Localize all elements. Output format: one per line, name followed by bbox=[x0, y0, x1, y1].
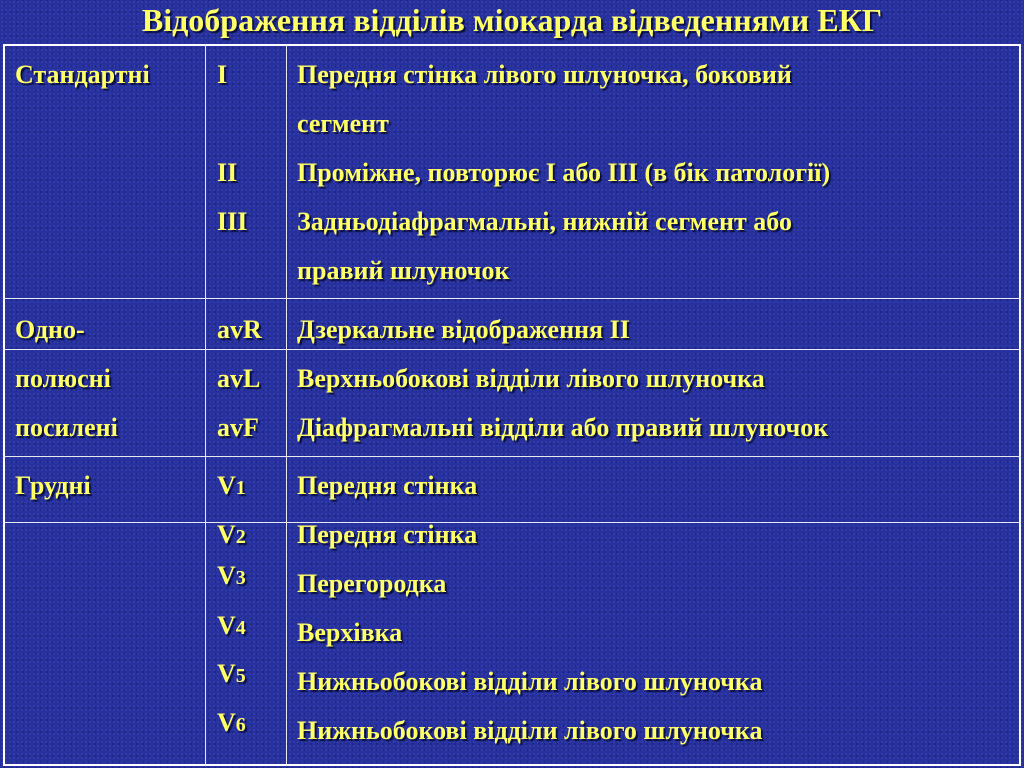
lead-letter: V bbox=[217, 611, 236, 640]
lead-letter: V bbox=[217, 659, 236, 688]
lead-label-v5 bbox=[217, 649, 246, 701]
lead-label-avf: avF bbox=[217, 413, 259, 442]
lead-description-iii-line-1: Задньодіафрагмальні, нижній сегмент або bbox=[297, 207, 792, 236]
lead-label-iii: III bbox=[217, 207, 248, 236]
lead-description-avf: Діафрагмальні відділи або правий шлуночок bbox=[297, 413, 829, 442]
lead-description-iii-line-2: правий шлуночок bbox=[297, 256, 510, 285]
group-name-standard: Стандартні bbox=[15, 60, 150, 89]
lead-description-v1: Передня стінка bbox=[297, 471, 478, 500]
column-divider-2 bbox=[286, 44, 287, 766]
lead-number: 5 bbox=[235, 665, 246, 687]
column-divider-1 bbox=[205, 44, 206, 766]
lead-letter: V bbox=[217, 708, 236, 737]
lead-description-v3: Перегородка bbox=[297, 569, 447, 598]
group-name-unipolar-line-1: Одно- bbox=[15, 315, 85, 344]
lead-letter: V bbox=[217, 561, 236, 590]
lead-label-avr: avR bbox=[217, 315, 262, 344]
group-name-unipolar-line-3: посилені bbox=[15, 413, 118, 442]
group-name-chest: Грудні bbox=[15, 471, 91, 500]
lead-label-avl: avL bbox=[217, 364, 261, 393]
lead-description-ii: Проміжне, повторює I або III (в бік патології) bbox=[297, 158, 831, 187]
lead-letter: V bbox=[217, 471, 236, 500]
slide-title: Відображення відділів міокарда відведеннями ЕКГ bbox=[141, 2, 883, 38]
lead-number: 4 bbox=[235, 617, 246, 639]
lead-label-i: I bbox=[217, 60, 228, 89]
lead-label-v4 bbox=[217, 601, 246, 653]
lead-description-avr: Дзеркальне відображення II bbox=[297, 315, 630, 344]
lead-description-v6: Нижньобокові відділи лівого шлуночка bbox=[297, 716, 763, 745]
lead-number: 6 bbox=[235, 714, 246, 736]
lead-description-v4: Верхівка bbox=[297, 618, 403, 647]
row-divider-3 bbox=[3, 456, 1021, 457]
lead-number: 3 bbox=[235, 567, 246, 589]
lead-number: 2 bbox=[235, 526, 246, 548]
lead-description-i-line-2: сегмент bbox=[297, 109, 389, 138]
lead-description-v5: Нижньобокові відділи лівого шлуночка bbox=[297, 667, 763, 696]
group-name-unipolar-line-2: полюсні bbox=[15, 364, 111, 393]
lead-description-v2: Передня стінка bbox=[297, 520, 478, 549]
lead-description-avl: Верхньобокові відділи лівого шлуночка bbox=[297, 364, 765, 393]
lead-label-v3 bbox=[217, 551, 246, 603]
lead-label-ii: II bbox=[217, 158, 238, 187]
lead-description-i-line-1: Передня стінка лівого шлуночка, боковий bbox=[297, 60, 792, 89]
row-divider-4 bbox=[3, 522, 1021, 523]
lead-letter: V bbox=[217, 520, 236, 549]
lead-label-v6 bbox=[217, 698, 246, 750]
lead-label-v1 bbox=[217, 461, 246, 513]
lead-number: 1 bbox=[235, 477, 246, 499]
row-divider-1 bbox=[3, 298, 1021, 299]
